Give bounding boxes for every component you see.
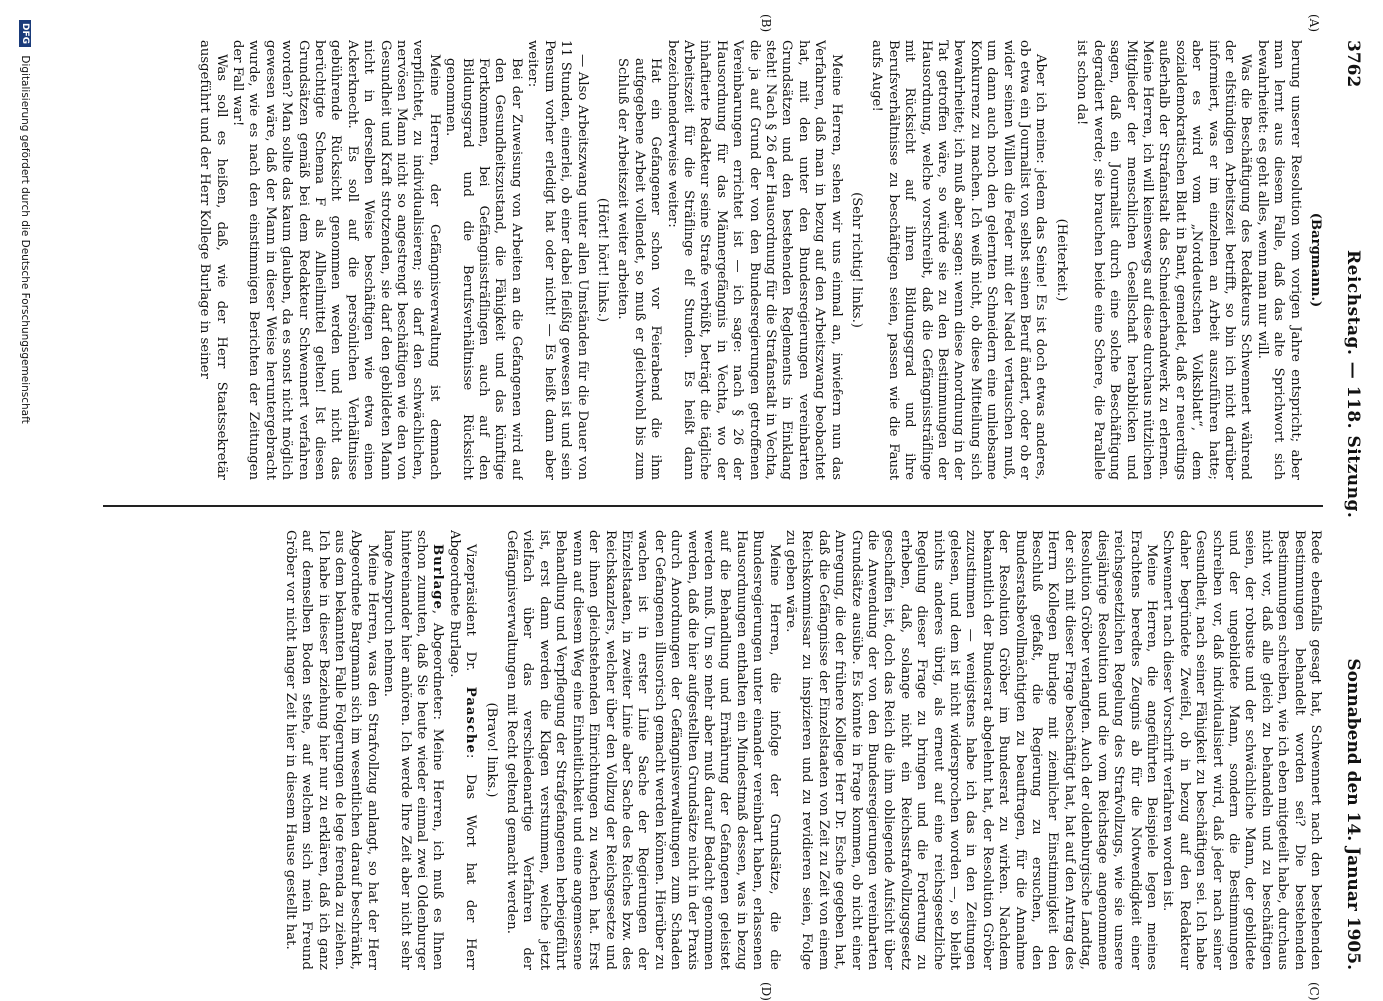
paragraph: Meine Herren, die infolge der Grundsätze, die die Bundesregierungen unter einander vereinbart haben, erlassenen Hausordnungen enthalten ein Mindestmaß dessen, was in bezug auf die Behandlung und Ernährung der Gefangenen geleistet werden muß. Um so mehr aber muß darauf Bedacht genommen werden, daß die hier aufgestellten Grundsätze nicht in der Praxis durch Anordnungen der Gefängnisverwaltungen zum Schaden der Gefangenen illusorisch gemacht werden können. Hierüber zu wachen ist in erster Linie Sache der Regierungen der Einzelstaaten, in zweiter Linie aber Sache des Reiches bzw. des Reichskanzlers, welcher über den Vollzug der Reichsgesetze und der ihnen gleichstehenden Einrichtungen zu wachen hat. Erst wenn auf diesem Weg eine Einheitlichkeit und eine angemessene Behandlung und Verpflegung der Strafgefangenen herbeigeführt ist, erst dann werden die Klagen verstummen, welche jetzt vielfach über das verschiedenartige Verfahren der Gefängnisverwaltungen mit Recht geltend gemacht werden. [504, 530, 782, 970]
margin-marker-a: (A) [1307, 14, 1321, 33]
column-divider [103, 505, 1323, 507]
interjection: (Heiterkeit.) [1053, 218, 1069, 302]
speech-text: Meine Herren, ich muß es Ihnen schon zumuten, daß Sie heute wieder einmal zwei Oldenburger hintereinander hier anhören. Ich werde Ihre Zeit aber nicht sehr lange Anspruch nehmen. [381, 530, 446, 970]
paragraph: Meine Herren, der Gefängnisverwaltung ist demnach verpflichtet, zu individualisieren; sie darf den schwächlichen, nervösen Mann nicht so angestrengt beschäftigen wie den von Gesundheit und Kraft strotzenden, sie darf den gebildeten Mann nicht in derselben Weise beschäftigen wie etwa einen Ackerknecht. Es soll auf die persönlichen Verhältnisse gebührende Rücksicht genommen werden und nicht das berüchtigte Schema F als Allheilmittel gelten! Ist diesen Grundsätzen gemäß bei dem Redakteur Schwennert verfahren worden? Man sollte das kaum glauben, da es sonst nicht möglich gewesen wäre, daß der Mann in dieser Weise heruntergebracht wurde, wie es nach den einstimmigen Berichten der Zeitungen der Fall war! [230, 40, 442, 480]
speaker-intro [445, 530, 478, 970]
session-title: Reichstag. — 118. Sitzung. [1343, 250, 1363, 519]
speaker-intro-rest: : Das Wort hat der Herr Abgeordnete Burlage. [446, 530, 479, 970]
interjection: (Sehr richtig! links.) [849, 192, 865, 328]
interjection: (Bravo! links.) [483, 702, 499, 798]
paragraph: Aber ich meine: jedem das Seine! Es ist doch etwas anderes, ob etwa ein Journalist von selbst seinen Beruf ändert, oder ob er wider seinen Willen die Feder mit der Nadel vertauschen muß, um dann auch noch den gelernten Schneidern eine unliebsame Konkurrenz zu machen. Ich weiß nicht, ob diese Mitteilung sich bewahrheitet; ich muß aber sagen: wenn diese Anordnung in der Tat getroffen wäre, so würde sie zu den Bestimmungen der Hausordnung, welche vorschreibt, daß die Gefängnissträflinge mit Rücksicht auf ihren Bildungsgrad und ihre Berufsverhältnisse zu beschäftigen seien, passen wie die Faust aufs Auge! [869, 40, 1049, 480]
margin-marker-c: (C) [1307, 982, 1321, 1001]
speech-start [380, 530, 446, 970]
footer-credit [19, 20, 31, 980]
speaker-role: , Abgeordneter: [430, 609, 446, 720]
paragraph: berung unserer Resolution vom vorigen Jahre entspricht; aber man lernt aus diesem Falle, daß das alte Sprichwort sich bewahrheitet: es geht alles, wenn man nur will. [1254, 40, 1303, 480]
speaker-heading: (Bargmann.) [1308, 212, 1323, 308]
speaker-intro-prefix: Vizepräsident Dr. [463, 544, 479, 672]
session-date: Sonnabend den 14. Januar 1905. [1343, 658, 1363, 970]
paragraph: Meine Herren, was den Strafvollzug anlangt, so hat der Herr Abgeordnete Bargmann sich im wesentlichen darauf beschränkt, aus dem bekannten Falle Folgerungen de lege ferenda zu ziehen. Ich habe in dieser Beziehung hier nur zu erklären, daß ich ganz auf demselben Boden stehe, auf welchem sich mein Freund Gröber vor nicht langer Zeit hier in diesem Hause gestellt hat. [282, 530, 380, 970]
paragraph: — Also Arbeitszwang unter allen Umständen für die Dauer von 11 Stunden, einerlei, ob einer dabei fleißig gewesen ist und sein Pensum vorher erledigt hat oder nicht! — Es heißt dann aber weiter: [525, 40, 590, 480]
paragraph: Meine Herren, die angeführten Beispiele legen meines Erachtens beredtes Zeugnis ab für die Notwendigkeit einer reichsgesetzlichen Regelung des Strafvollzugs, wie sie unsere diesjährige Resolution und die vom Reichstage angenommene Resolution Gröber verlangten. Auch der oldenburgische Landtag, der sich mit dieser Frage beschäftigt hat, hat auf den Antrag des Herrn Kollegen Burlage mit ziemlicher Einstimmigkeit den Beschluß gefaßt, die Regierung zu ersuchen, den Bundesratsbevollmächtigten zu beauftragen, für die Annahme der Resolution Gröber im Bundesrat zu wirken. Nachdem bekanntlich der Bundesrat abgelehnt hat, der Resolution Gröber zuzustimmen — wenigstens habe ich das in den Zeitungen gelesen, und dem ist nicht widersprochen worden —, so bleibt nichts anderes übrig, als erneut auf eine reichsgesetzliche Regelung dieser Frage zu bringen und die Forderung zu erheben, daß, solange nicht ein Reichsstrafvollzugsgesetz geschaffen ist, doch das Reich die ihm obliegende Aufsicht über die Anwendung der von den Bundesregierungen vereinbarten Grundsätze ausübe. Es könnte in Frage kommen, ob nicht einer Anregung, die der frühere Kollege Herr Dr. Esche gegeben hat, daß die Gefängnisse der Einzelstaaten von Zeit zu Zeit von einem Reichskommissar zu inspizieren und zu revidieren seien, Folge zu geben wäre. [783, 530, 1159, 970]
interjection: (Hört! hört! links.) [594, 197, 610, 323]
paragraph: Was die Beschäftigung des Redakteurs Schwennert während der elfstündigen Arbeitszeit betrifft, so bin ich nicht darüber informiert, was er im einzelnen an Arbeit auszuführen hatte; aber es wird vom „Norddeutschen Volksblatt“, dem sozialdemokratischen Blatt in Bant, gemeldet, daß er neuerdings außerhalb der Strafanstalt das Schneiderhandwerk zu erlernen. Meine Herren, ich will keineswegs auf diese durchaus nützlichen Mitglieder der menschlichen Gesellschaft herabblicken und sagen, daß ein Journalist durch eine solche Beschäftigung degradiert werde; sie brauchen beide eine Schere, die Parallele ist schon da! [1074, 40, 1254, 480]
right-column [93, 530, 1323, 970]
footer-text: Digitalisierung gefördert durch die Deutsche Forschungsgemeinschaft [19, 55, 31, 424]
page-header [1333, 40, 1369, 970]
speaker-name: Burlage [430, 544, 446, 610]
quotation: Hat ein Gefangener schon vor Feierabend die ihm aufgegebene Arbeit vollendet, so muß er gleichwohl bis zum Schluß der Arbeitszeit weiter arbeiten. [615, 58, 664, 480]
vice-president-name: Paasche [463, 686, 479, 754]
paragraph: Meine Herren, sehen wir uns einmal an, inwiefern nun das Verfahren, daß man in bezug auf den Arbeitszwang beobachtet hat, mit den unter den Bundesregierungen vereinbarten Grundsätzen und den bestehenden Reglements in Einklang steht! Nach § 26 der Hausordnung für die Strafanstalt in Vechta, die ja auf Grund der von den Bundesregierungen getroffenen Vereinbarungen errichtet ist — ich sage: nach § 26 der Hausordnung für das Männergefängnis in Vechta, wo der inhaftierte Redakteur seine Strafe verbüßt, beträgt die tägliche Arbeitszeit für die Sträflinge elf Stunden. Es heißt dann bezeichnenderweise weiter: [664, 40, 844, 480]
margin-marker-b: (B) [759, 14, 773, 33]
margin-marker-d: (D) [759, 982, 773, 1001]
dfg-logo: DFG [19, 20, 31, 47]
paragraph: Was soll es heißen, daß, wie der Herr Staatssekretär ausgeführt und der Herr Kollege Burlage in seiner [197, 40, 229, 480]
paragraph: Rede ebenfalls gesagt hat, Schwennert nach den bestehenden Bestimmungen behandelt worden sei? Die bestehenden Bestimmungen schreiben, wie ich eben mitgeteilt habe, durchaus nicht vor, daß alle gleich zu behandeln und zu beschäftigen seien, der robuste und der schwächliche Mann, der gebildete und der ungebildete Mann, sondern die Bestimmungen schreiben vor, daß individualisiert wird, daß jeder nach seiner Gesundheit, nach seiner Fähigkeit zu beschäftigen sei. Ich habe daher begründete Zweifel, ob in bezug auf den Redakteur Schwennert nach dieser Vorschrift verfahren worden ist. [1160, 530, 1323, 970]
quotation: Bei der Zuweisung von Arbeiten an die Gefangenen wird auf den Gesundheitszustand, die Fähigkeit und das künftige Fortkommen, bei Gefängnissträflingen auch auf den Bildungsgrad und die Berufsverhältnisse Rücksicht genommen. [443, 58, 524, 480]
left-column [93, 40, 1323, 480]
page-number: 3762 [1343, 40, 1363, 88]
